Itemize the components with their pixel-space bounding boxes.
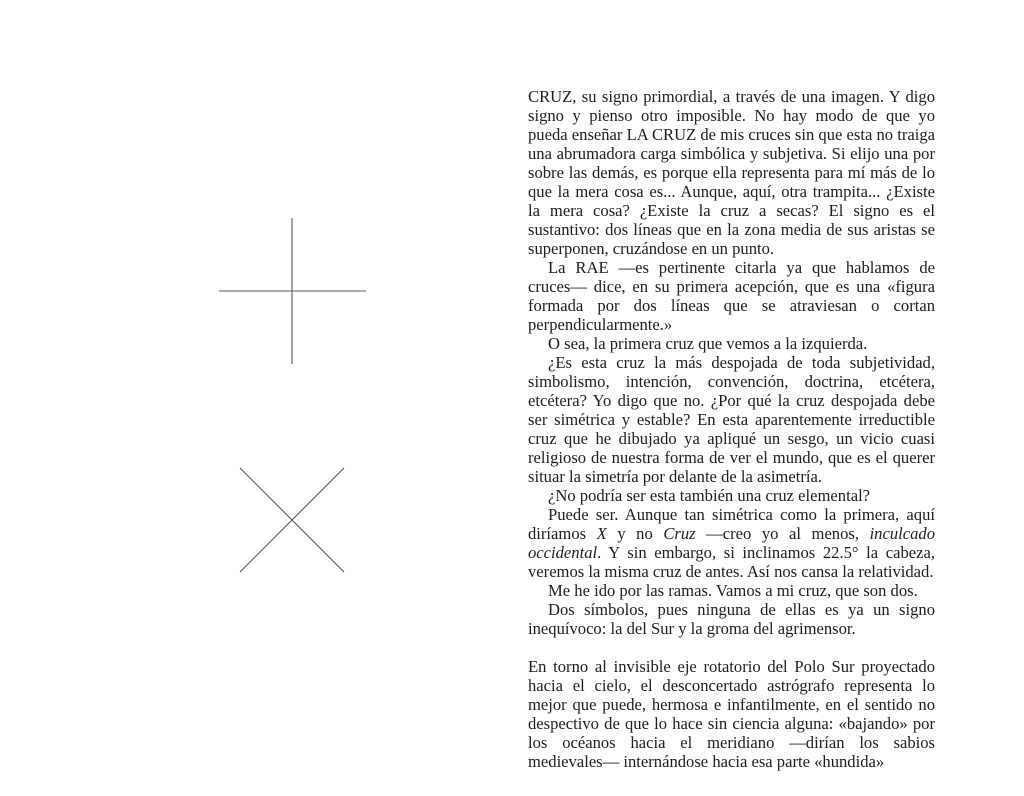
paragraph-5: ¿No podría ser esta también una cruz elemental? [548, 486, 871, 505]
paragraph-6 [528, 505, 935, 581]
paragraph-8: Dos símbolos, pues ninguna de ellas es ya un signo inequívoco: la del Sur y la groma del agrimensor. [528, 600, 935, 638]
p6-text-a: Puede ser. Aunque tan simétrica como la primera, aquí diríamos [528, 505, 935, 543]
p6-x-italic: X [596, 524, 607, 543]
paragraph-9: En torno al invisible eje rotatorio del Polo Sur proyectado hacia el cielo, el desconcertado astrógrafo representa lo mejor que puede, hermosa e infantilmente, en el sentido no despectivo de que lo hace sin ciencia alguna: «bajando» por los océanos hacia el meridiano —dirían los sabios medievales— internándose hacia esa parte «hundida» [528, 657, 935, 771]
p6-cruz-italic: Cruz [663, 524, 696, 543]
p6-inculcado-italic: inculcado occidental [528, 524, 935, 562]
p6-text-d: . Y sin embargo, si inclinamos 22.5° la cabeza, veremos la misma cruz de antes. Así nos cansa la relatividad. [528, 543, 935, 581]
upright-cross-figure [0, 0, 512, 791]
paragraph-7: Me he ido por las ramas. Vamos a mi cruz, que son dos. [548, 581, 918, 600]
paragraph-2: La RAE —es pertinente citarla ya que hablamos de cruces— dice, en su primera acepción, que es una «figura formada por dos líneas que se atraviesan o cortan perpendicularmente.» [528, 258, 935, 334]
page-text [528, 87, 935, 771]
p6-text-b: y no [606, 524, 664, 543]
p6-text-c: —creo yo al menos, [695, 524, 870, 543]
section-break [528, 638, 935, 657]
paragraph-4: ¿Es esta cruz la más despojada de toda subjetividad, simbolismo, intención, convención, doctrina, etcétera, etcétera? Yo digo que no. ¿Por qué la cruz despojada debe ser simétrica y estable? En esta aparentemente irreductible cruz que he dibujado ya apliqué un sesgo, un vicio cuasi religioso de nuestra forma de ver el mundo, que es el querer situar la simetría por delante de la asimetría. [528, 353, 935, 486]
paragraph-1: CRUZ, su signo primordial, a través de una imagen. Y digo signo y pienso otro imposible. No hay modo de que yo pueda enseñar LA CRUZ de mis cruces sin que esta no traiga una abrumadora carga simbólica y subjetiva. Si elijo una por sobre las demás, es porque ella representa para mí más de lo que la mera cosa es... Aunque, aquí, otra trampita... ¿Existe la mera cosa? ¿Existe la cruz a secas? El signo es el sustantivo: dos líneas que en la zona media de sus aristas se superponen, cruzándose en un punto. [528, 87, 935, 258]
paragraph-3: O sea, la primera cruz que vemos a la izquierda. [548, 334, 868, 353]
cross-icon [0, 0, 512, 791]
